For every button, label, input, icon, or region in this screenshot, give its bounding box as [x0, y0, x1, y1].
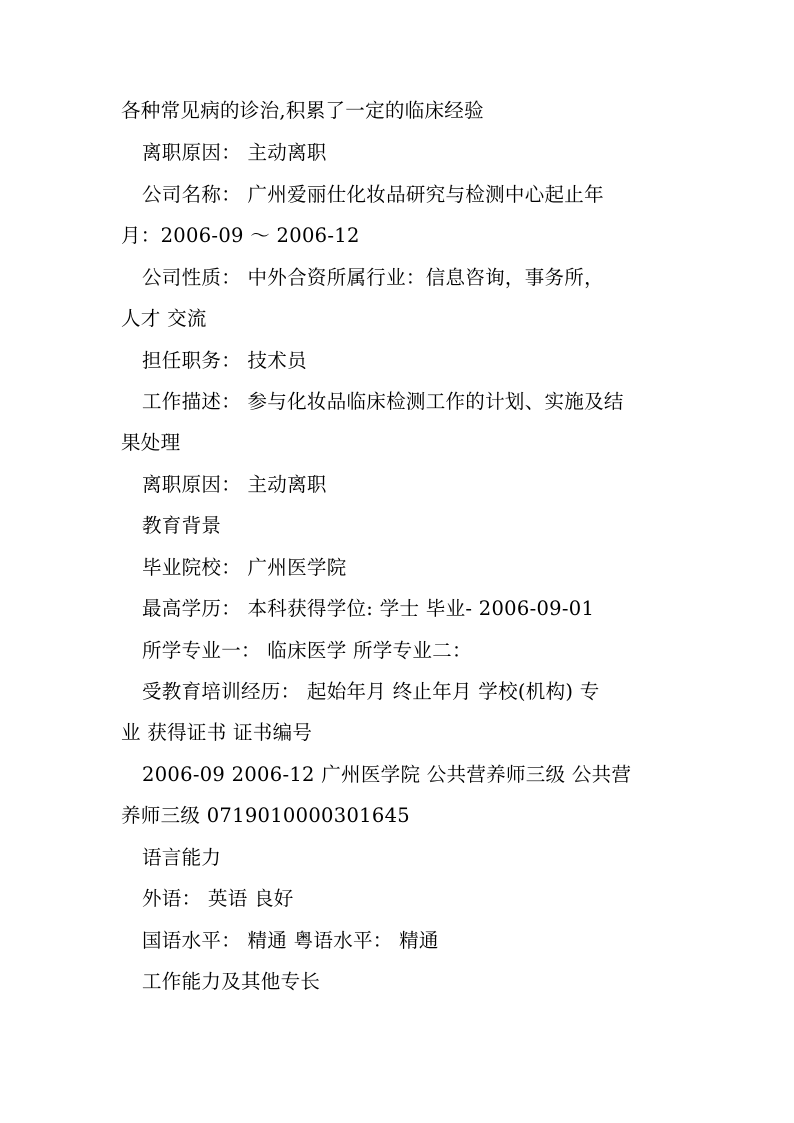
- text-line-6: 人才 交流: [121, 307, 207, 330]
- text-line-5: 公司性质： 中外合资所属行业：信息咨询，事务所，: [142, 266, 604, 289]
- text-line-8: 工作描述： 参与化妆品临床检测工作的计划、实施及结: [142, 390, 624, 413]
- text-line-10: 离职原因： 主动离职: [142, 473, 327, 496]
- section-heading-education: 教育背景: [142, 514, 222, 537]
- text-line-18: 养师三级 0719010000301645: [121, 804, 411, 827]
- text-line-9: 果处理: [121, 431, 181, 454]
- section-heading-skills: 工作能力及其他专长: [142, 970, 321, 993]
- text-line-1: 各种常见病的诊治,积累了一定的临床经验: [121, 99, 484, 122]
- text-line-14: 所学专业一： 临床医学 所学专业二：: [142, 639, 472, 662]
- text-line-15: 受教育培训经历： 起始年月 终止年月 学校(机构) 专: [142, 680, 600, 703]
- text-line-7: 担任职务： 技术员: [142, 349, 307, 372]
- text-line-12: 毕业院校： 广州医学院: [142, 556, 347, 579]
- text-line-13: 最高学历： 本科获得学位: 学士 毕业- 2006-09-01: [142, 597, 595, 620]
- section-heading-language: 语言能力: [142, 846, 222, 869]
- text-line-20: 外语： 英语 良好: [142, 887, 294, 910]
- text-line-2: 离职原因： 主动离职: [142, 141, 327, 164]
- text-line-16: 业 获得证书 证书编号: [121, 721, 313, 744]
- text-line-17: 2006-09 2006-12 广州医学院 公共营养师三级 公共营: [142, 763, 632, 786]
- text-line-4: 月：2006-09 ～ 2006-12: [121, 224, 360, 247]
- text-line-21: 国语水平： 精通 粤语水平： 精通: [142, 929, 439, 952]
- text-line-3: 公司名称： 广州爱丽仕化妆品研究与检测中心起止年: [142, 183, 604, 206]
